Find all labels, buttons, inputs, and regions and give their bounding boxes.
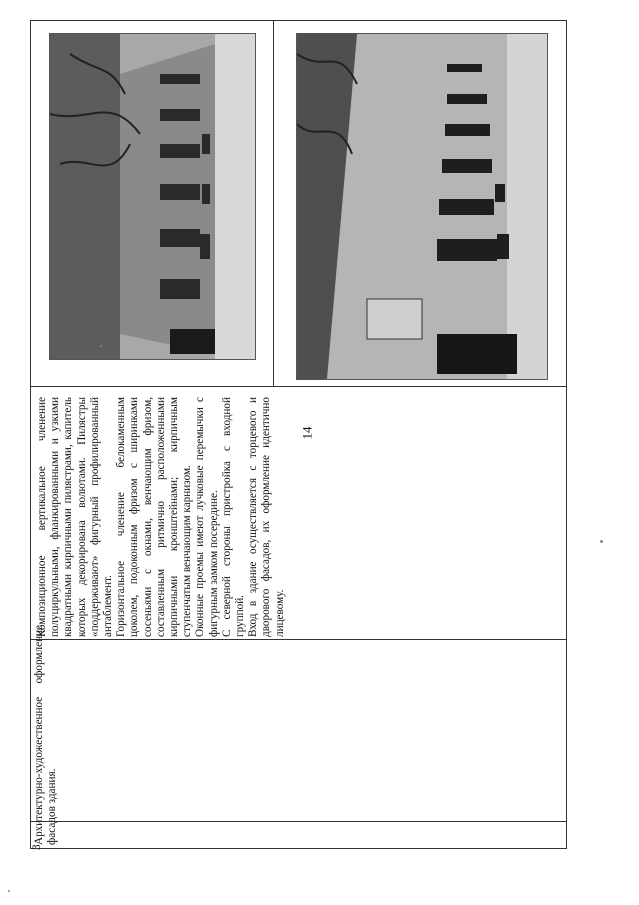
scan-speck [100, 345, 102, 347]
column-divider [273, 21, 274, 387]
facade-photo-2 [296, 33, 548, 380]
description-paragraph: Горизонтальное членение белокаменным цоколем, подоконным фризом с ширинками сосеньями с окнами, венчающим фризом, составленным ритмично расположенными кирпичными кронштейнами; кирпичным ступенчатым венчающим карнизом. [115, 397, 194, 637]
description-paragraph: Вход в здание осуществляется с торцевого и дворового фасадов, их оформление идентично лицевому. [247, 397, 286, 637]
facade-photo-1 [49, 33, 256, 360]
row-index: 3 [31, 844, 43, 850]
page-number: 14 [299, 426, 315, 440]
row-description-cell [36, 397, 287, 637]
row-divider [31, 821, 566, 822]
scan-speck [600, 540, 603, 543]
row-divider [31, 639, 566, 640]
row-title-cell [33, 625, 59, 845]
facade-table [30, 20, 567, 849]
description-paragraph: Оконные проемы имеют лучковые перемычки с фигурным замком посередине. [194, 397, 220, 637]
description-paragraph: С северной стороны пристройка с входной группой. [220, 397, 247, 637]
row-title: Архитектурно-художественное оформление фасадов здания. [33, 625, 59, 845]
description-paragraph: Композиционное вертикальное членение полуциркульными, фланкированными и узкими квадратными кирпичными пилястрами, капитель которых декорирована волютами. Пилястры «поддерживают» фигурный профилированный антаблемент. [36, 397, 115, 637]
row-divider [31, 386, 566, 387]
scan-speck [8, 890, 10, 892]
